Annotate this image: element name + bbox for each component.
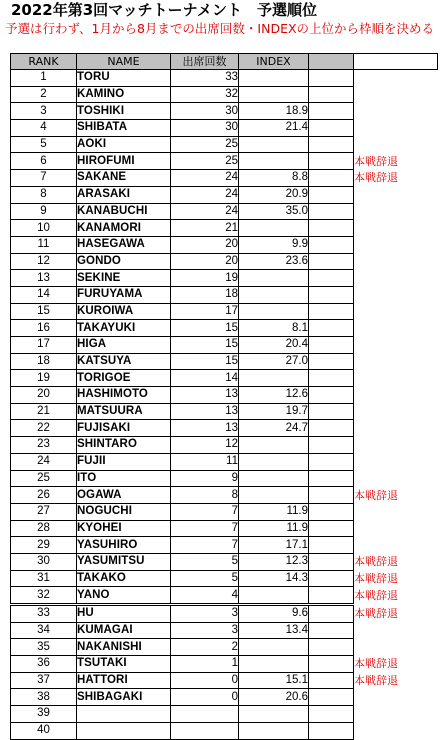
- blank-cell: [309, 706, 354, 723]
- name-cell: HATTORI: [77, 672, 171, 689]
- ranking-table: [10, 53, 438, 740]
- note-cell: 本戦辞退: [354, 571, 398, 585]
- name-cell: ARASAKI: [77, 186, 171, 203]
- table-row: [11, 520, 438, 537]
- attendance-cell: 12: [171, 437, 239, 454]
- attendance-cell: 18: [171, 286, 239, 303]
- name-cell: KANABUCHI: [77, 203, 171, 220]
- index-cell: 21.4: [239, 120, 309, 137]
- attendance-cell: 3: [171, 622, 239, 639]
- blank-cell: [309, 487, 354, 504]
- name-cell: HU: [77, 605, 171, 623]
- rank-cell: 28: [11, 520, 77, 537]
- header-attendance: 出席回数: [171, 54, 239, 70]
- attendance-cell: 15: [171, 353, 239, 370]
- note-cell: 本戦辞退: [354, 488, 398, 502]
- note-cell: 本戦辞退: [354, 657, 398, 671]
- note-cell: [354, 253, 438, 270]
- name-cell: TORIGOE: [77, 370, 171, 387]
- rank-cell: 39: [11, 706, 77, 723]
- note-cell: [354, 722, 438, 739]
- index-cell: [239, 706, 309, 723]
- rank-cell: 21: [11, 403, 77, 420]
- table-row: [11, 622, 438, 639]
- blank-cell: [309, 270, 354, 287]
- note-cell: 本戦辞退: [354, 154, 398, 168]
- index-cell: 11.9: [239, 503, 309, 520]
- index-cell: [239, 487, 309, 504]
- index-cell: 23.6: [239, 253, 309, 270]
- name-cell: [77, 706, 171, 723]
- index-cell: 20.6: [239, 689, 309, 706]
- name-cell: SHINTARO: [77, 437, 171, 454]
- index-cell: [239, 270, 309, 287]
- attendance-cell: 17: [171, 303, 239, 320]
- rank-cell: 32: [11, 587, 77, 605]
- table-row: [11, 370, 438, 387]
- blank-cell: [309, 622, 354, 639]
- rank-cell: 6: [11, 153, 77, 170]
- attendance-cell: 14: [171, 370, 239, 387]
- attendance-cell: 4: [171, 587, 239, 605]
- rank-cell: 2: [11, 86, 77, 103]
- index-cell: 17.1: [239, 537, 309, 554]
- table-row: [11, 570, 438, 587]
- index-cell: [239, 587, 309, 605]
- attendance-cell: 25: [171, 153, 239, 170]
- index-cell: 11.9: [239, 520, 309, 537]
- note-cell: [354, 220, 438, 237]
- rank-cell: 30: [11, 553, 77, 570]
- name-cell: FURUYAMA: [77, 286, 171, 303]
- blank-cell: [309, 186, 354, 203]
- rank-cell: 38: [11, 689, 77, 706]
- name-cell: YANO: [77, 587, 171, 605]
- note-cell: [354, 537, 438, 554]
- header-note-spacer: [354, 54, 438, 70]
- blank-cell: [309, 170, 354, 187]
- attendance-cell: 3: [171, 605, 239, 623]
- table-row: [11, 470, 438, 487]
- index-cell: [239, 220, 309, 237]
- table-row: [11, 353, 438, 370]
- name-cell: SEKINE: [77, 270, 171, 287]
- blank-cell: [309, 437, 354, 454]
- name-cell: FUJISAKI: [77, 420, 171, 437]
- name-cell: HIROFUMI: [77, 153, 171, 170]
- attendance-cell: 24: [171, 186, 239, 203]
- index-cell: 35.0: [239, 203, 309, 220]
- name-cell: KANAMORI: [77, 220, 171, 237]
- table-row: [11, 337, 438, 354]
- rank-cell: 36: [11, 656, 77, 673]
- name-cell: MATSUURA: [77, 403, 171, 420]
- name-cell: GONDO: [77, 253, 171, 270]
- note-cell: [354, 286, 438, 303]
- name-cell: SAKANE: [77, 170, 171, 187]
- index-cell: [239, 303, 309, 320]
- blank-cell: [309, 605, 354, 623]
- table-row: [11, 587, 438, 605]
- name-cell: HIGA: [77, 337, 171, 354]
- page-title: 2022年第3回マッチトーナメント 予選順位: [11, 1, 317, 19]
- blank-cell: [309, 236, 354, 253]
- name-cell: [77, 722, 171, 739]
- attendance-cell: [171, 722, 239, 739]
- attendance-cell: 30: [171, 120, 239, 137]
- rank-cell: 8: [11, 186, 77, 203]
- index-cell: 20.9: [239, 186, 309, 203]
- blank-cell: [309, 286, 354, 303]
- rank-cell: 5: [11, 136, 77, 153]
- name-cell: TAKAYUKI: [77, 320, 171, 337]
- rank-cell: 19: [11, 370, 77, 387]
- name-cell: KYOHEI: [77, 520, 171, 537]
- table-header-row: [11, 54, 438, 70]
- table-row: [11, 453, 438, 470]
- name-cell: HASHIMOTO: [77, 387, 171, 404]
- ranking-table-body: [11, 70, 438, 740]
- note-cell: [354, 453, 438, 470]
- blank-cell: [309, 203, 354, 220]
- blank-cell: [309, 370, 354, 387]
- note-cell: 本戦辞退: [354, 589, 398, 603]
- rank-cell: 7: [11, 170, 77, 187]
- name-cell: SHIBATA: [77, 120, 171, 137]
- rank-cell: 13: [11, 270, 77, 287]
- blank-cell: [309, 470, 354, 487]
- table-row: [11, 503, 438, 520]
- rank-cell: 35: [11, 639, 77, 656]
- blank-cell: [309, 353, 354, 370]
- table-row: [11, 203, 438, 220]
- name-cell: SHIBAGAKI: [77, 689, 171, 706]
- name-cell: ITO: [77, 470, 171, 487]
- blank-cell: [309, 672, 354, 689]
- attendance-cell: 13: [171, 403, 239, 420]
- index-cell: 27.0: [239, 353, 309, 370]
- attendance-cell: 33: [171, 70, 239, 87]
- index-cell: 15.1: [239, 672, 309, 689]
- rank-cell: 9: [11, 203, 77, 220]
- name-cell: HASEGAWA: [77, 236, 171, 253]
- attendance-cell: 2: [171, 639, 239, 656]
- index-cell: 9.9: [239, 236, 309, 253]
- table-row: [11, 286, 438, 303]
- name-cell: YASUMITSU: [77, 553, 171, 570]
- note-cell: [354, 86, 438, 103]
- table-row: [11, 722, 438, 739]
- name-cell: KUROIWA: [77, 303, 171, 320]
- blank-cell: [309, 337, 354, 354]
- index-cell: [239, 286, 309, 303]
- table-row: [11, 403, 438, 420]
- attendance-cell: 5: [171, 553, 239, 570]
- blank-cell: [309, 570, 354, 587]
- blank-cell: [309, 387, 354, 404]
- table-row: [11, 270, 438, 287]
- attendance-cell: 15: [171, 337, 239, 354]
- rank-cell: 17: [11, 337, 77, 354]
- index-cell: 8.1: [239, 320, 309, 337]
- index-cell: [239, 470, 309, 487]
- note-cell: 本戦辞退: [354, 555, 398, 569]
- header-name: NAME: [77, 54, 171, 70]
- index-cell: 13.4: [239, 622, 309, 639]
- blank-cell: [309, 303, 354, 320]
- attendance-cell: 0: [171, 689, 239, 706]
- rank-cell: 16: [11, 320, 77, 337]
- table-row: [11, 303, 438, 320]
- note-cell: [354, 403, 438, 420]
- index-cell: [239, 136, 309, 153]
- rank-cell: 33: [11, 605, 77, 623]
- rank-cell: 29: [11, 537, 77, 554]
- name-cell: YASUHIRO: [77, 537, 171, 554]
- rank-cell: 26: [11, 487, 77, 504]
- blank-cell: [309, 253, 354, 270]
- rank-cell: 14: [11, 286, 77, 303]
- table-row: [11, 70, 438, 87]
- blank-cell: [309, 136, 354, 153]
- index-cell: [239, 639, 309, 656]
- table-row: [11, 220, 438, 237]
- blank-cell: [309, 689, 354, 706]
- rank-cell: 24: [11, 453, 77, 470]
- attendance-cell: 19: [171, 270, 239, 287]
- blank-cell: [309, 86, 354, 103]
- index-cell: [239, 722, 309, 739]
- attendance-cell: 7: [171, 520, 239, 537]
- attendance-cell: 30: [171, 103, 239, 120]
- blank-cell: [309, 403, 354, 420]
- rank-cell: 22: [11, 420, 77, 437]
- table-row: [11, 656, 438, 673]
- note-cell: [354, 470, 438, 487]
- attendance-cell: 1: [171, 656, 239, 673]
- attendance-cell: 20: [171, 253, 239, 270]
- table-row: [11, 103, 438, 120]
- table-row: [11, 537, 438, 554]
- attendance-cell: 24: [171, 203, 239, 220]
- table-row: [11, 253, 438, 270]
- name-cell: NAKANISHI: [77, 639, 171, 656]
- table-row: [11, 553, 438, 570]
- note-cell: [354, 639, 438, 656]
- attendance-cell: 25: [171, 136, 239, 153]
- rank-cell: 18: [11, 353, 77, 370]
- name-cell: NOGUCHI: [77, 503, 171, 520]
- note-cell: [354, 370, 438, 387]
- name-cell: OGAWA: [77, 487, 171, 504]
- name-cell: TORU: [77, 70, 171, 87]
- index-cell: 18.9: [239, 103, 309, 120]
- index-cell: 24.7: [239, 420, 309, 437]
- table-row: [11, 672, 438, 689]
- attendance-cell: 0: [171, 672, 239, 689]
- blank-cell: [309, 420, 354, 437]
- note-cell: [354, 120, 438, 137]
- note-cell: [354, 203, 438, 220]
- attendance-cell: 9: [171, 470, 239, 487]
- rank-cell: 1: [11, 70, 77, 87]
- rank-cell: 27: [11, 503, 77, 520]
- name-cell: TSUTAKI: [77, 656, 171, 673]
- rank-cell: 23: [11, 437, 77, 454]
- name-cell: KATSUYA: [77, 353, 171, 370]
- blank-cell: [309, 639, 354, 656]
- rank-cell: 15: [11, 303, 77, 320]
- rank-cell: 34: [11, 622, 77, 639]
- note-cell: [354, 353, 438, 370]
- blank-cell: [309, 70, 354, 87]
- attendance-cell: 11: [171, 453, 239, 470]
- index-cell: 9.6: [239, 605, 309, 623]
- blank-cell: [309, 503, 354, 520]
- table-row: [11, 639, 438, 656]
- table-row: [11, 487, 438, 504]
- attendance-cell: 8: [171, 487, 239, 504]
- rank-cell: 31: [11, 570, 77, 587]
- name-cell: FUJII: [77, 453, 171, 470]
- note-cell: [354, 70, 438, 87]
- blank-cell: [309, 220, 354, 237]
- attendance-cell: 15: [171, 320, 239, 337]
- table-row: [11, 153, 438, 170]
- table-row: [11, 605, 438, 623]
- blank-cell: [309, 453, 354, 470]
- name-cell: KAMINO: [77, 86, 171, 103]
- note-cell: [354, 520, 438, 537]
- name-cell: KUMAGAI: [77, 622, 171, 639]
- rank-cell: 11: [11, 236, 77, 253]
- index-cell: 14.3: [239, 570, 309, 587]
- note-cell: [354, 706, 438, 723]
- table-row: [11, 689, 438, 706]
- header-rank: RANK: [11, 54, 77, 70]
- note-cell: [354, 503, 438, 520]
- blank-cell: [309, 587, 354, 605]
- name-cell: AOKI: [77, 136, 171, 153]
- attendance-cell: [171, 706, 239, 723]
- index-cell: 20.4: [239, 337, 309, 354]
- note-cell: [354, 689, 438, 706]
- attendance-cell: 13: [171, 420, 239, 437]
- note-cell: 本戦辞退: [354, 674, 398, 688]
- rank-cell: 20: [11, 387, 77, 404]
- blank-cell: [309, 320, 354, 337]
- table-row: [11, 320, 438, 337]
- index-cell: 12.3: [239, 553, 309, 570]
- rank-cell: 25: [11, 470, 77, 487]
- attendance-cell: 21: [171, 220, 239, 237]
- note-cell: [354, 622, 438, 639]
- note-cell: 本戦辞退: [354, 171, 398, 185]
- note-cell: [354, 236, 438, 253]
- attendance-cell: 5: [171, 570, 239, 587]
- index-cell: 12.6: [239, 387, 309, 404]
- rank-cell: 12: [11, 253, 77, 270]
- attendance-cell: 24: [171, 170, 239, 187]
- table-row: [11, 437, 438, 454]
- rank-cell: 4: [11, 120, 77, 137]
- attendance-cell: 7: [171, 537, 239, 554]
- note-cell: [354, 303, 438, 320]
- name-cell: TOSHIKI: [77, 103, 171, 120]
- note-cell: [354, 270, 438, 287]
- rank-cell: 10: [11, 220, 77, 237]
- blank-cell: [309, 520, 354, 537]
- rank-cell: 40: [11, 722, 77, 739]
- note-cell: [354, 103, 438, 120]
- note-cell: [354, 136, 438, 153]
- name-cell: TAKAKO: [77, 570, 171, 587]
- blank-cell: [309, 153, 354, 170]
- index-cell: [239, 437, 309, 454]
- attendance-cell: 32: [171, 86, 239, 103]
- rank-cell: 3: [11, 103, 77, 120]
- header-index: INDEX: [239, 54, 309, 70]
- note-cell: [354, 337, 438, 354]
- blank-cell: [309, 120, 354, 137]
- index-cell: [239, 370, 309, 387]
- table-row: [11, 236, 438, 253]
- rank-cell: 37: [11, 672, 77, 689]
- table-row: [11, 136, 438, 153]
- table-row: [11, 120, 438, 137]
- page-subtitle: 予選は行わず、1月から8月までの出席回数・INDEXの上位から枠順を決める: [5, 21, 435, 36]
- index-cell: [239, 453, 309, 470]
- table-row: [11, 706, 438, 723]
- note-cell: [354, 437, 438, 454]
- index-cell: 19.7: [239, 403, 309, 420]
- table-row: [11, 186, 438, 203]
- index-cell: [239, 153, 309, 170]
- table-row: [11, 170, 438, 187]
- note-cell: 本戦辞退: [354, 606, 398, 620]
- header-blank: [309, 54, 354, 70]
- blank-cell: [309, 103, 354, 120]
- index-cell: 8.8: [239, 170, 309, 187]
- blank-cell: [309, 537, 354, 554]
- note-cell: [354, 320, 438, 337]
- blank-cell: [309, 656, 354, 673]
- table-row: [11, 420, 438, 437]
- table-row: [11, 86, 438, 103]
- index-cell: [239, 86, 309, 103]
- blank-cell: [309, 722, 354, 739]
- note-cell: [354, 387, 438, 404]
- index-cell: [239, 70, 309, 87]
- blank-cell: [309, 553, 354, 570]
- note-cell: [354, 186, 438, 203]
- note-cell: [354, 420, 438, 437]
- index-cell: [239, 656, 309, 673]
- table-row: [11, 387, 438, 404]
- attendance-cell: 7: [171, 503, 239, 520]
- attendance-cell: 20: [171, 236, 239, 253]
- attendance-cell: 13: [171, 387, 239, 404]
